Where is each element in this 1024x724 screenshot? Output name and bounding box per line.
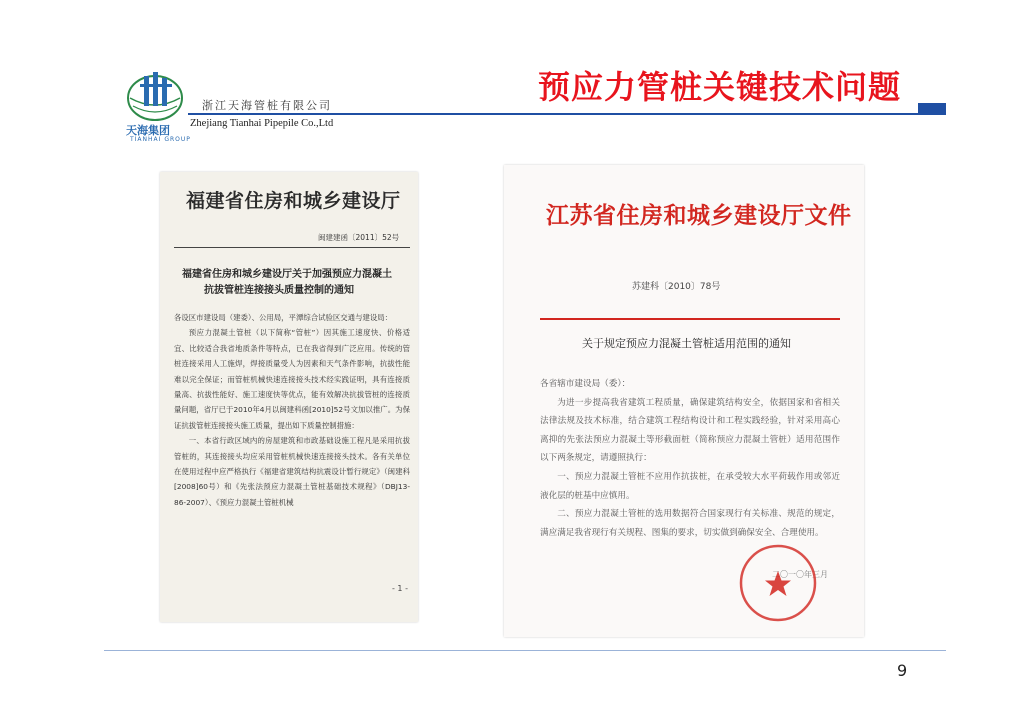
jiangsu-doc-number: 苏建科〔2010〕78号 [632, 282, 721, 292]
header-accent-bar [918, 103, 946, 115]
company-name-en: Zhejiang Tianhai Pipepile Co.,Ltd [190, 118, 334, 129]
jiangsu-doc-body [540, 375, 840, 542]
jiangsu-paragraph-1: 为进一步提高我省建筑工程质量，确保建筑结构安全，依据国家和省相关法律法规及技术标准，结合建筑工程结构设计和工程实践经验，针对采用高心离抑的先张法预应力混凝土等形截面桩（简称预应力混凝土管桩）适用范围作以下两条规定，请遵照执行： [540, 397, 840, 464]
fujian-doc-title-line2: 抗拔管桩连接接头质量控制的通知 [204, 285, 354, 296]
company-name-cn: 浙江天海管桩有限公司 [202, 99, 332, 112]
jiangsu-notice-scan [504, 165, 864, 637]
fujian-doc-rule [174, 247, 410, 248]
group-name-en: TIANHAI GROUP [130, 136, 191, 143]
jiangsu-paragraph-3: 二、预应力混凝土管桩的选用数据符合国家现行有关标准、规范的规定，满应满足我省现行有关规程、图集的要求，切实做到确保安全、合理使用。 [540, 509, 840, 538]
fujian-paragraph-2: 一、本省行政区域内的房屋建筑和市政基础设施工程凡是采用抗拔管桩的，其连接接头均应采用管桩机械快速连接接头技术。各有关单位在使用过程中应严格执行《福建省建筑结构抗震设计暂行规定》（闽建科[2008]60号）和《先张法预应力混凝土管桩基础技术规程》（DBJ13-86-2007）、《预应力混凝土管桩机械 [174, 436, 410, 507]
group-name-cn: 天海集团 [126, 124, 170, 137]
jiangsu-doc-date: 二〇一〇年三月 [772, 570, 828, 579]
page-title: 预应力管桩关键技术问题 [538, 68, 902, 106]
fujian-doc-title-line1: 福建省住房和城乡建设厅关于加强预应力混凝土 [182, 269, 392, 280]
footer-divider [104, 650, 946, 651]
header-divider [188, 113, 918, 115]
official-seal-icon [738, 543, 818, 623]
globe-logo-icon [124, 68, 186, 122]
jiangsu-salutation: 各省辖市建设局（委）： [540, 379, 631, 389]
fujian-doc-heading: 福建省住房和城乡建设厅 [186, 190, 401, 212]
fujian-salutation: 各设区市建设局（建委）、公用局，平潭综合试验区交通与建设局： [174, 313, 393, 322]
jiangsu-paragraph-2: 一、预应力混凝土管桩不应用作抗拔桩，在承受较大水平荷载作用或邻近液化层的桩基中应慎用。 [540, 471, 840, 501]
fujian-page-mark: - 1 - [392, 584, 408, 593]
slide-page-number: 9 [897, 661, 908, 680]
fujian-paragraph-1: 预应力混凝土管桩（以下简称“管桩”）因其施工速度快、价格适宜、比较适合我省地质条件等特点，已在我省得到广泛应用。传统的管桩连接采用人工施焊，焊接质量受人为因素和天气条件影响，抗拔性能难以完全保证；而管桩机械快速连接接头技术经实践证明，具有连接质量高、抗拔性能好、施工速度快等优点，能有效解决抗拔管桩的连接质量问题，省厅已于2010年4月以闽建科函[2010]52号文加以推广。为保证抗拔管桩连接接头施工质量，提出如下质量控制措施： [174, 328, 410, 430]
fujian-doc-body [174, 310, 410, 510]
jiangsu-doc-heading: 江苏省住房和城乡建设厅文件 [546, 202, 852, 229]
fujian-doc-number: 闽建建函〔2011〕52号 [318, 233, 400, 242]
fujian-notice-scan [160, 172, 418, 622]
jiangsu-notice-title: 关于规定预应力混凝土管桩适用范围的通知 [582, 337, 791, 350]
jiangsu-doc-red-rule [540, 318, 840, 320]
